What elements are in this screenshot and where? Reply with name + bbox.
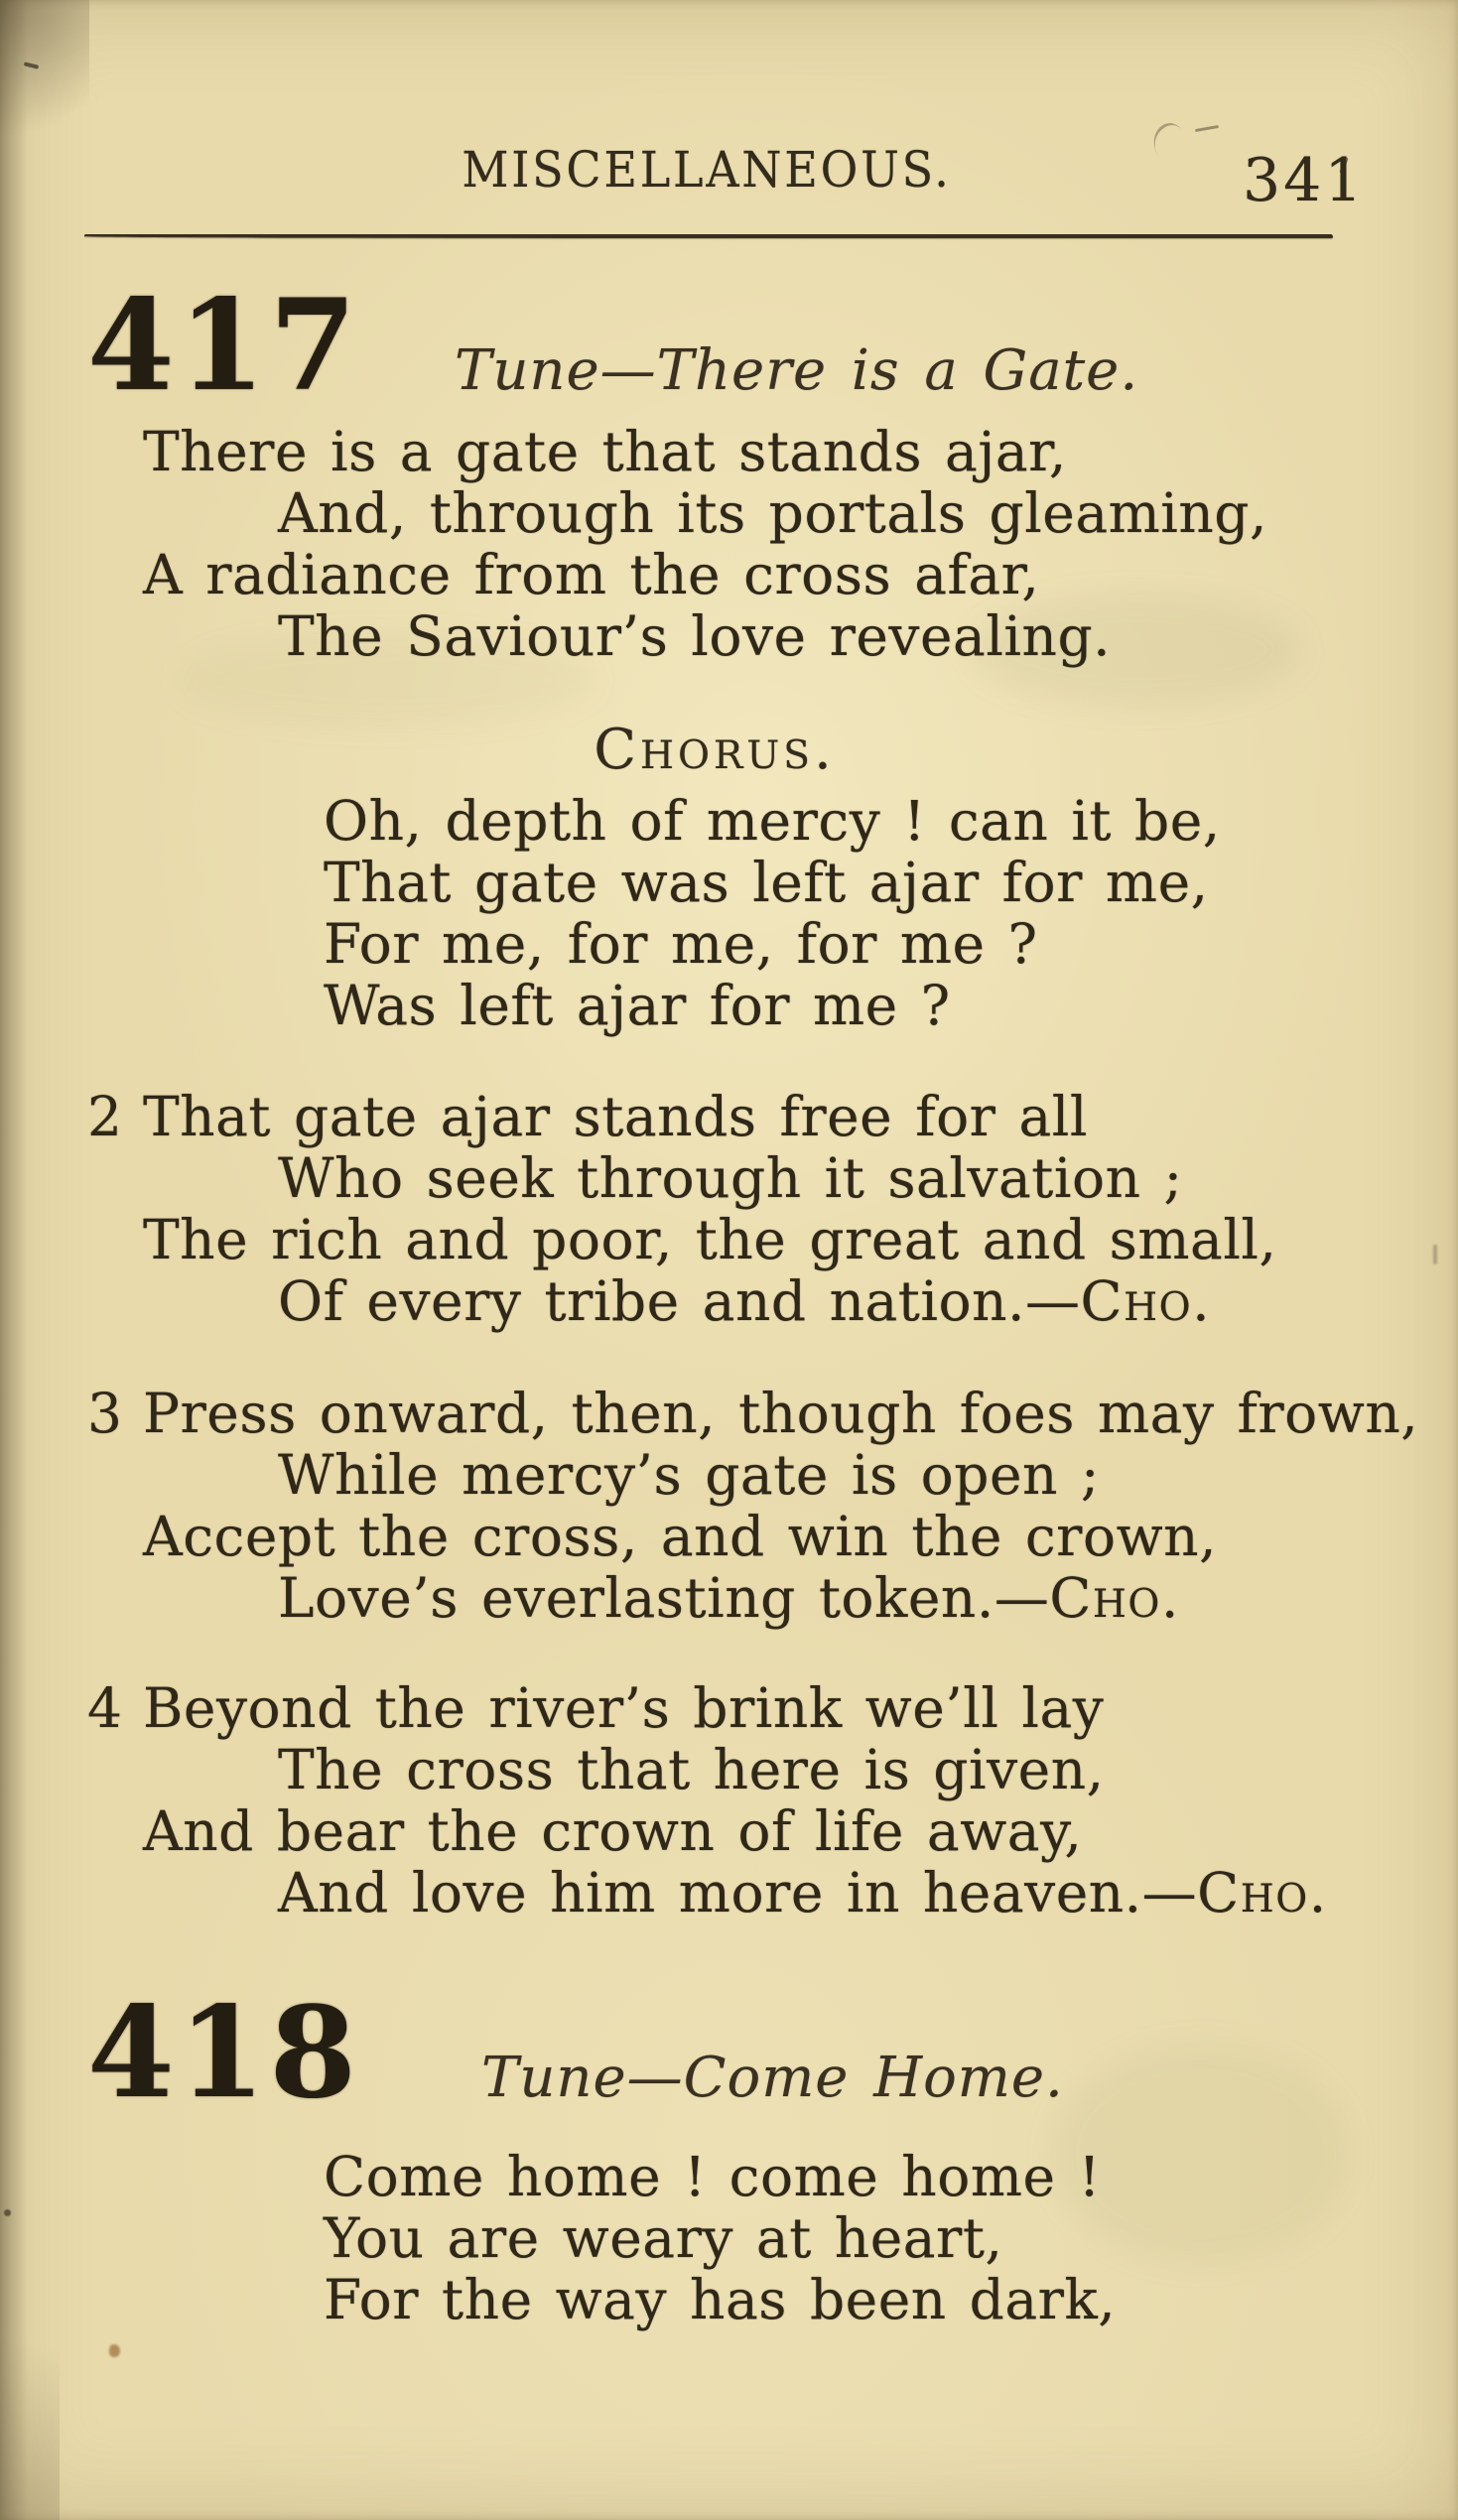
verse-line: You are weary at heart, xyxy=(324,2206,1003,2270)
verse-line-text: And love him more in heaven.— xyxy=(278,1861,1198,1924)
verse-line: While mercy’s gate is open ; xyxy=(278,1443,1100,1507)
chorus-line: Oh, depth of mercy ! can it be, xyxy=(324,789,1221,853)
hymn-417-stanza-1 xyxy=(87,421,1267,667)
foxing-spot xyxy=(109,2344,120,2357)
hymn-417-chorus xyxy=(324,790,1221,1036)
stanza-number: 2 xyxy=(87,1085,122,1148)
verse-line xyxy=(87,1270,1277,1332)
hymn-418-header xyxy=(87,1979,1064,2126)
verse-line: The Saviour’s love revealing. xyxy=(278,604,1112,668)
verse-line: Who seek through it salvation ; xyxy=(278,1146,1183,1210)
section-title: MISCELLANEOUS. xyxy=(462,141,952,199)
hymn-417-stanza-4 xyxy=(87,1677,1328,1923)
verse-line: The rich and poor, the great and small, xyxy=(143,1208,1277,1271)
page-gutter-shadow xyxy=(0,0,28,2520)
verse-line: Come home ! come home ! xyxy=(324,2145,1102,2208)
hymn-number-417: 417 xyxy=(87,272,361,419)
corner-shadow-top-left xyxy=(0,0,89,159)
verse-line: There is a gate that stands ajar, xyxy=(143,420,1067,483)
page-number: 341 xyxy=(1243,146,1366,215)
verse-line-text: Of every tribe and nation.— xyxy=(278,1269,1081,1333)
verse-line xyxy=(87,1862,1328,1923)
verse-line: A radiance from the cross afar, xyxy=(143,543,1040,606)
tune-title-417: Tune—There is a Gate. xyxy=(455,338,1139,403)
chorus-line: Was left ajar for me ? xyxy=(324,974,951,1037)
corner-shadow-bottom-left xyxy=(0,2302,60,2520)
verse-line: Press onward, then, though foes may frown, xyxy=(143,1382,1419,1445)
chorus-heading: Chorus. xyxy=(594,718,836,782)
verse-line: And bear the crown of life away, xyxy=(143,1799,1083,1863)
pencil-dash-mark xyxy=(1195,125,1219,132)
verse-line xyxy=(87,1567,1418,1629)
paper-speck xyxy=(4,2209,11,2216)
tune-title-418: Tune—Come Home. xyxy=(481,2046,1064,2110)
verse-line: For the way has been dark, xyxy=(324,2268,1117,2331)
stanza-number: 4 xyxy=(87,1676,122,1740)
chorus-reference: Cho. xyxy=(1080,1269,1212,1333)
chorus-reference: Cho. xyxy=(1049,1566,1180,1630)
hymn-number-418: 418 xyxy=(87,1979,361,2126)
hymn-417-stanza-3 xyxy=(87,1383,1418,1629)
verse-line: Beyond the river’s brink we’ll lay xyxy=(143,1676,1105,1740)
verse-line-text: Love’s everlasting token.— xyxy=(278,1566,1050,1630)
verse-line: The cross that here is given, xyxy=(278,1738,1105,1801)
header-rule xyxy=(84,234,1333,238)
verse-line: That gate ajar stands free for all xyxy=(143,1085,1088,1148)
verse-line: And, through its portals gleaming, xyxy=(278,481,1267,545)
chorus-line: For me, for me, for me ? xyxy=(324,912,1038,976)
chorus-reference: Cho. xyxy=(1197,1861,1328,1924)
hymn-417-header xyxy=(87,272,1139,419)
verse-line: Accept the cross, and win the crown, xyxy=(143,1505,1218,1568)
hymn-418-stanza-1 xyxy=(324,2146,1116,2330)
hymn-417-stanza-2 xyxy=(87,1086,1277,1332)
paper-speck xyxy=(1433,1245,1437,1264)
chorus-line: That gate was left ajar for me, xyxy=(324,851,1209,914)
stanza-number: 3 xyxy=(87,1382,122,1445)
